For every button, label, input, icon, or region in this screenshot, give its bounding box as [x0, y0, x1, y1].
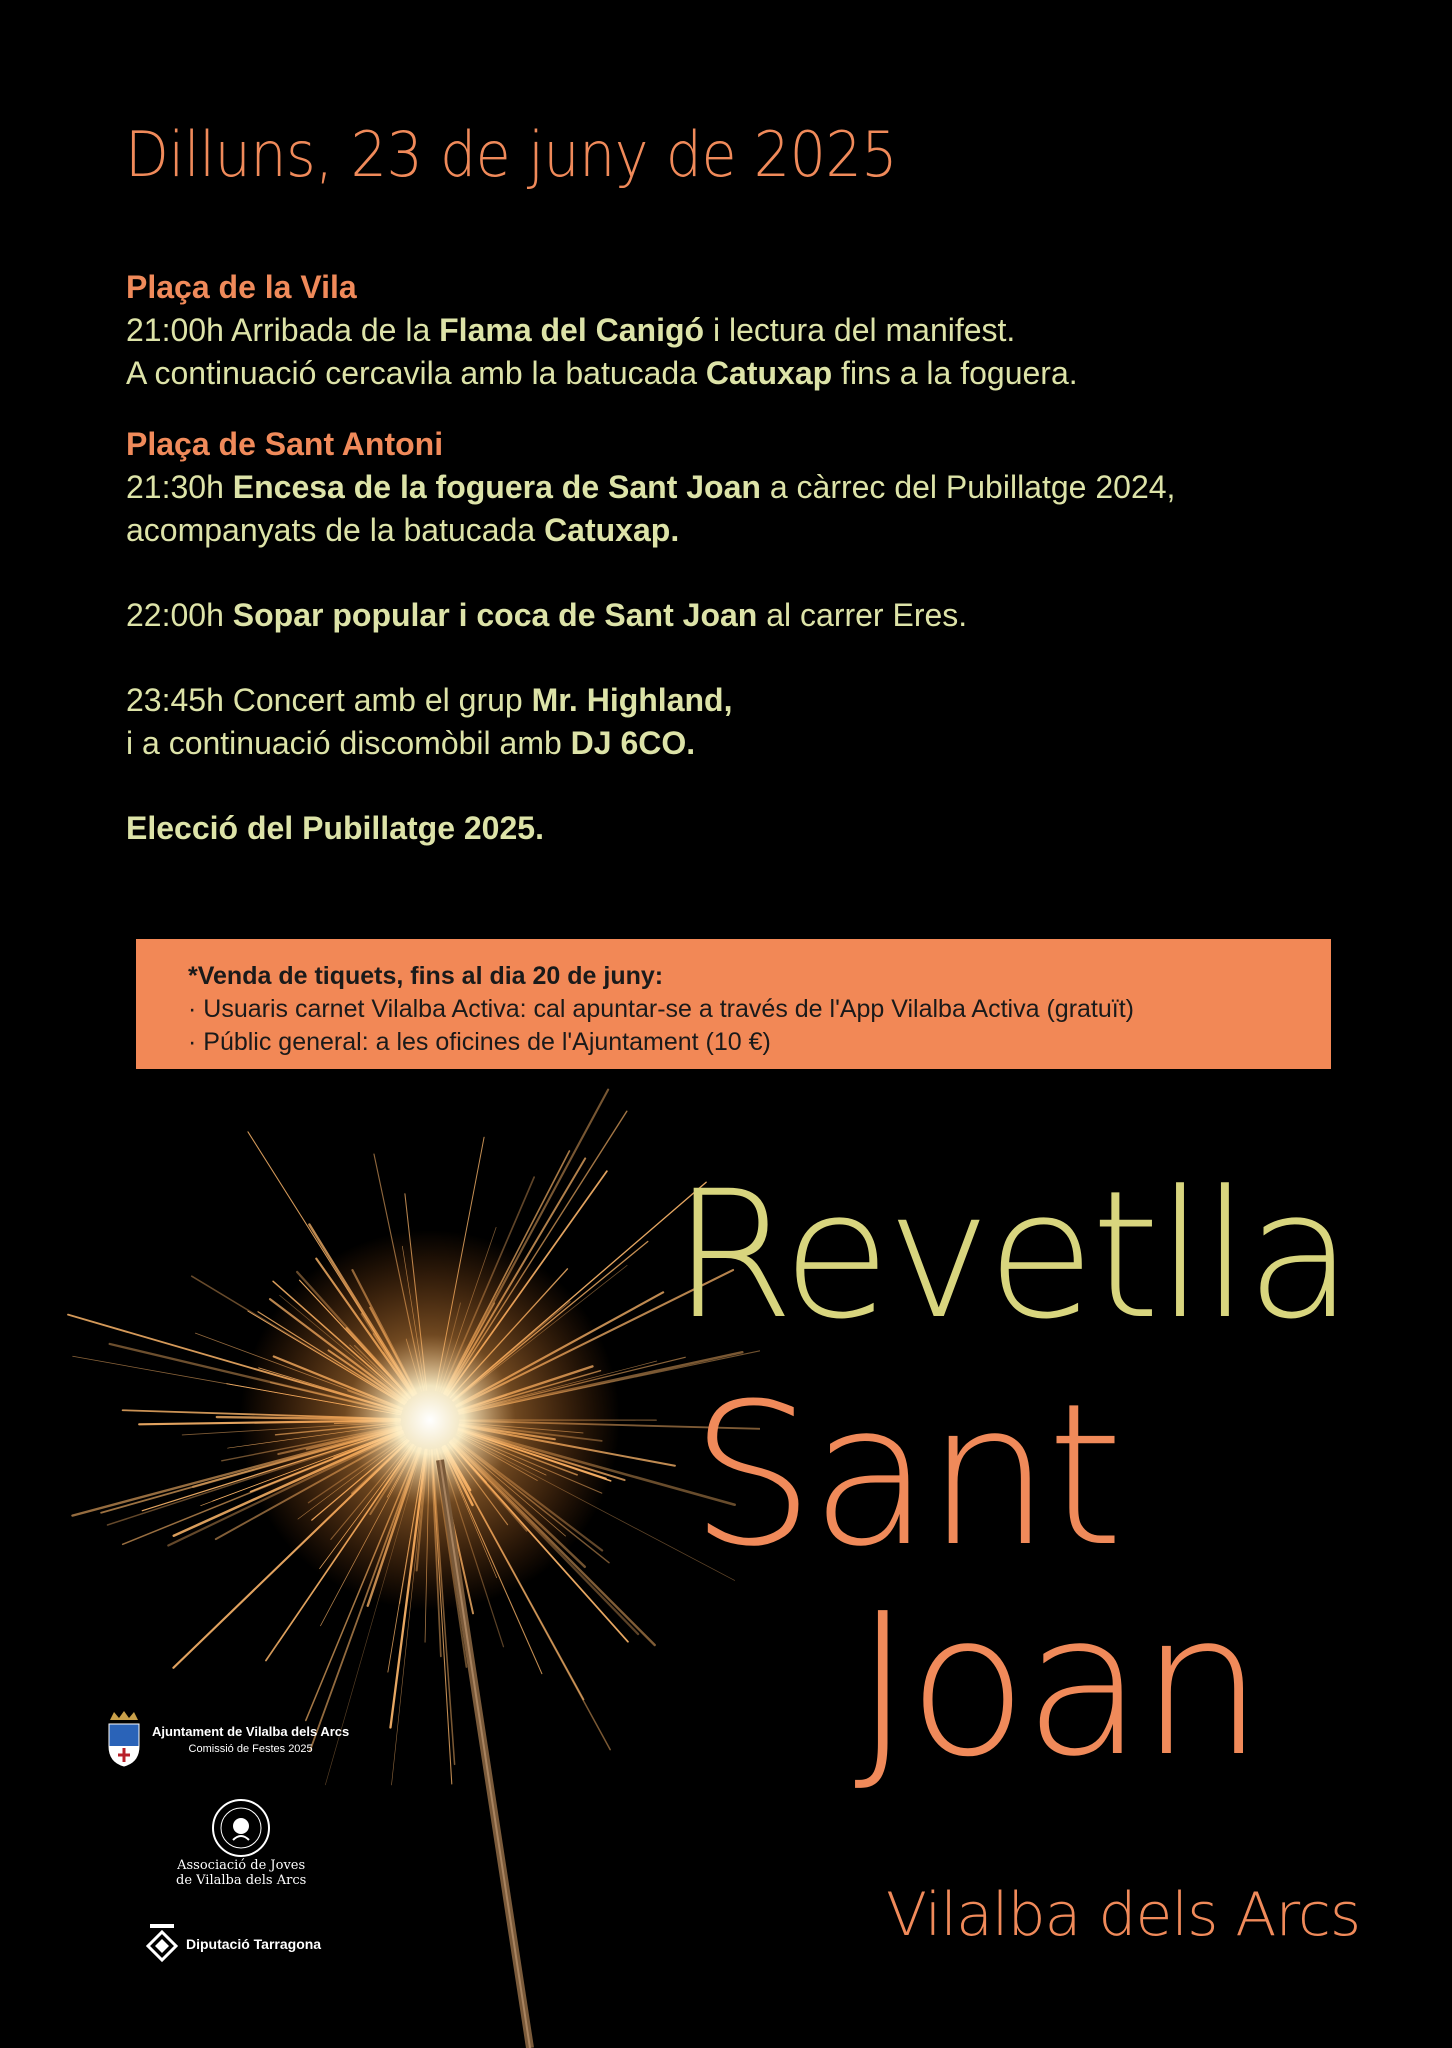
comissio-name: Comissió de Festes 2025 — [188, 1742, 313, 1755]
program-line — [126, 309, 1366, 352]
sparkler-image — [0, 1080, 760, 2048]
associacio-line1: Associació de Joves — [177, 1858, 306, 1873]
event-date: Dilluns, 23 de juny de 2025 — [125, 118, 898, 191]
title-sant: Sant — [690, 1362, 1120, 1590]
text: 22:00h — [126, 597, 233, 633]
text: acompanyats de la batucada — [126, 512, 545, 548]
highlight: Catuxap — [705, 355, 833, 391]
text: al carrer Eres. — [757, 597, 968, 633]
diputacio-name: Diputació Tarragona — [186, 1936, 322, 1952]
program-line — [126, 509, 1366, 552]
ajuntament-name: Ajuntament de Vilalba dels Arcs — [152, 1723, 350, 1739]
ticket-line: · Usuaris carnet Vilalba Activa: cal apuntar-se a través de l'App Vilalba Activa (gratuït) — [188, 995, 1134, 1023]
venue-title: Plaça de la Vila — [126, 269, 357, 305]
title-joan: Joan — [854, 1572, 1261, 1800]
program-line — [126, 807, 1366, 850]
town-name: Vilalba dels Arcs — [886, 1880, 1361, 1950]
diputacio-logo-icon — [146, 1924, 178, 1964]
program-block-eleccio — [126, 807, 1366, 850]
program-block-vila — [126, 266, 1366, 395]
text: i lectura del manifest. — [704, 312, 1016, 348]
program-line — [126, 679, 1366, 722]
highlight: Elecció del Pubillatge 2025. — [126, 810, 544, 846]
coat-of-arms-icon — [106, 1710, 142, 1768]
program-line — [126, 594, 1366, 637]
program — [126, 266, 1366, 892]
highlight: Flama del Canigó — [439, 312, 705, 348]
venue-title: Plaça de Sant Antoni — [126, 426, 444, 462]
program-block-sant-antoni — [126, 423, 1366, 552]
program-line — [126, 722, 1366, 765]
text: fins a la foguera. — [832, 355, 1078, 391]
ticket-line: · Públic general: a les oficines de l'Ajuntament (10 €) — [188, 1028, 771, 1056]
highlight: DJ 6CO. — [570, 725, 696, 761]
text: 21:00h Arribada de la — [126, 312, 440, 348]
program-block-sopar — [126, 594, 1366, 637]
ajuntament-logo — [106, 1710, 349, 1768]
program-line — [126, 352, 1366, 395]
program-line — [126, 466, 1366, 509]
text: 23:45h Concert amb el grup — [126, 682, 532, 718]
highlight: Catuxap. — [544, 512, 680, 548]
program-block-concert — [126, 679, 1366, 765]
ticket-title: *Venda de tiquets, fins al dia 20 de juny: — [188, 962, 664, 990]
associacio-logo — [176, 1798, 306, 1888]
diputacio-logo — [146, 1924, 321, 1964]
ajuntament-text — [152, 1724, 349, 1755]
association-seal-icon — [211, 1798, 271, 1858]
title-revetlla: Revetlla — [672, 1153, 1350, 1358]
text: a càrrec del Pubillatge 2024, — [760, 469, 1176, 505]
text: A continuació cercavila amb la batucada — [126, 355, 706, 391]
highlight: Sopar popular i coca de Sant Joan — [232, 597, 758, 633]
highlight: Mr. Highland, — [531, 682, 733, 718]
associacio-line2: de Vilalba dels Arcs — [176, 1873, 307, 1888]
ticket-info-box — [136, 939, 1331, 1069]
highlight: Encesa de la foguera de Sant Joan — [232, 469, 761, 505]
text: 21:30h — [126, 469, 233, 505]
text: i a continuació discomòbil amb — [126, 725, 571, 761]
